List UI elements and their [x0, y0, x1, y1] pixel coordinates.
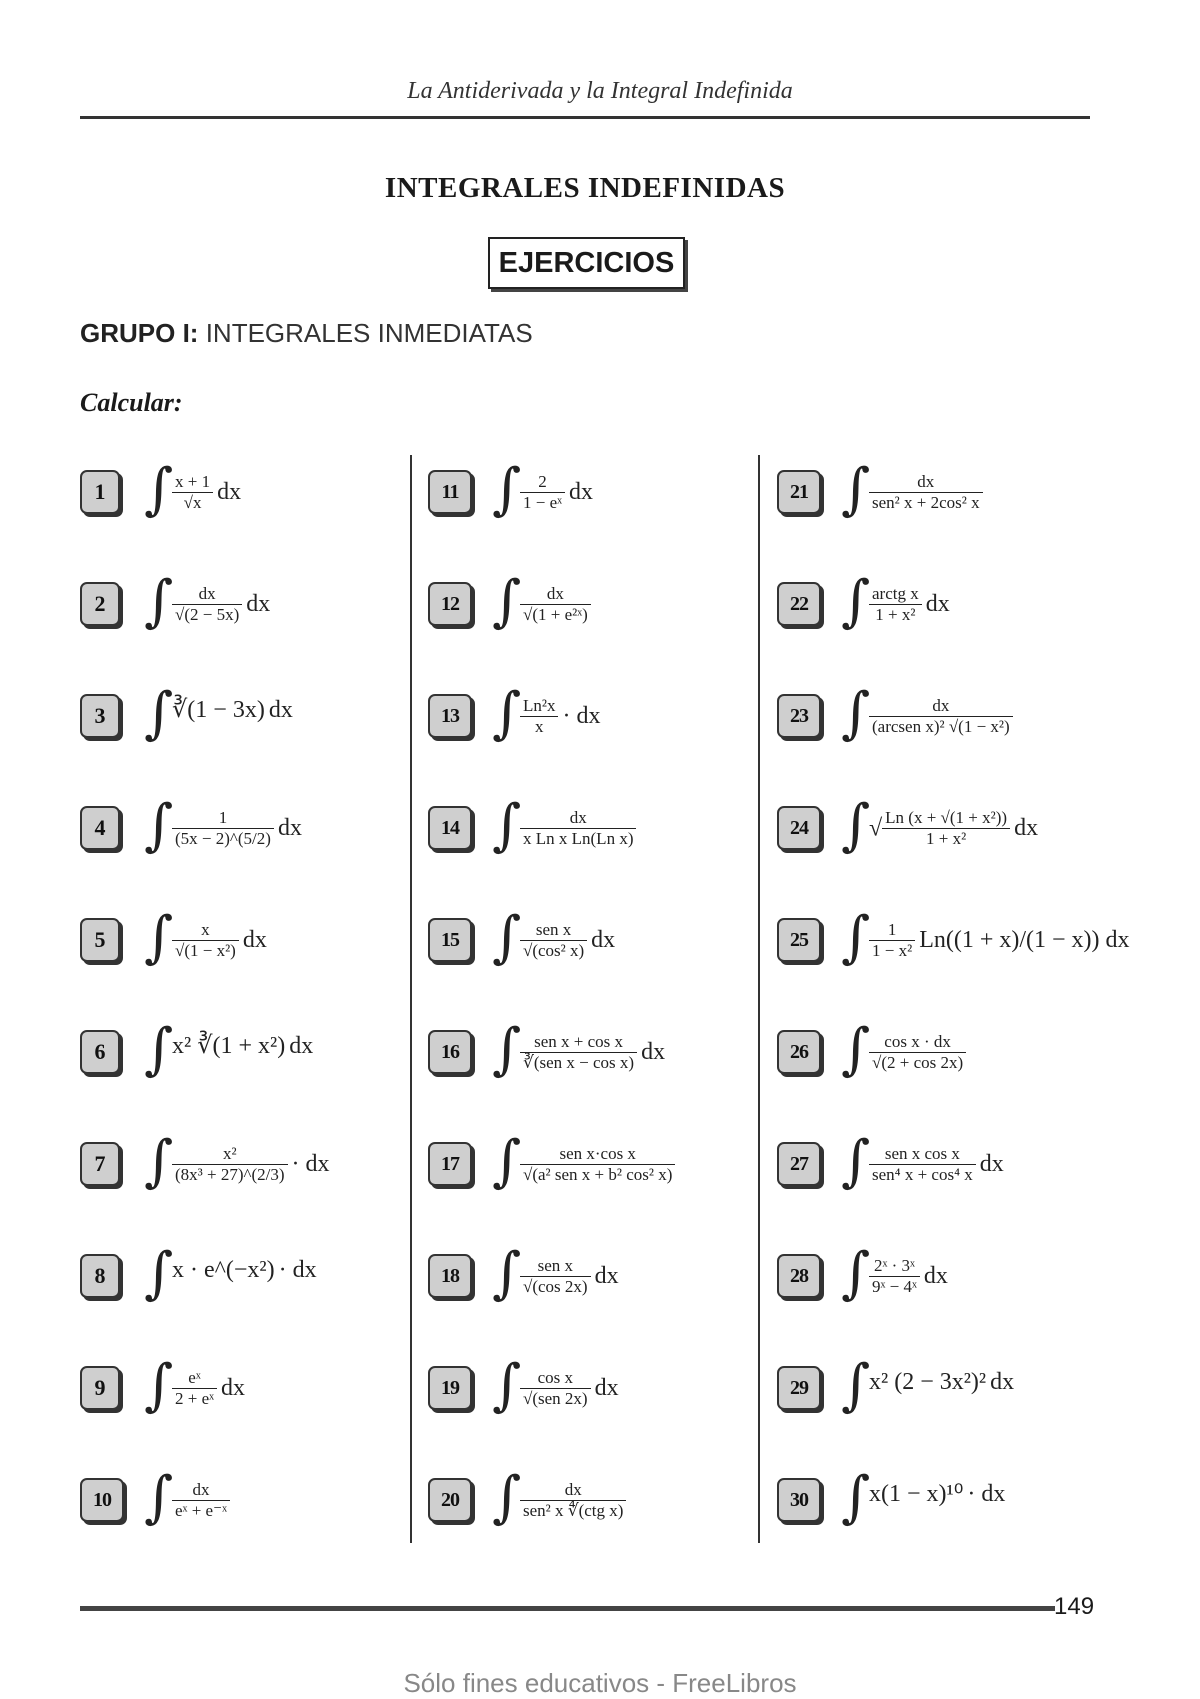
differential: dx — [246, 591, 271, 618]
exercise-number-badge: 18 — [428, 1254, 472, 1298]
fraction-numerator: 2ˣ · 3ˣ — [869, 1256, 920, 1277]
fraction-numerator: arctg x — [869, 584, 922, 605]
fraction-numerator: dx — [869, 472, 983, 493]
fraction — [172, 920, 239, 961]
integrand — [172, 1480, 230, 1521]
exercise-number-badge: 1 — [80, 470, 120, 514]
integral-sign-icon: ∫ — [492, 681, 522, 746]
fraction-denominator: √(1 − x²) — [175, 941, 236, 960]
fraction-numerator: cos x — [520, 1368, 591, 1389]
fraction-denominator: 9ˣ − 4ˣ — [872, 1277, 917, 1296]
fraction — [869, 1256, 920, 1297]
fraction — [869, 1032, 966, 1073]
exercise-number-badge: 30 — [777, 1478, 821, 1522]
integrand-expression: x² (2 − 3x²)² — [869, 1368, 987, 1395]
integrand — [172, 696, 293, 723]
fraction-denominator: (arcsen x)² √(1 − x²) — [872, 717, 1010, 736]
fraction-denominator: sen² x + 2cos² x — [872, 493, 980, 512]
differential: dx — [217, 479, 242, 506]
exercise-number-badge: 13 — [428, 694, 472, 738]
integrand — [869, 1368, 1014, 1395]
integrand — [869, 1480, 1005, 1507]
integral-sign-icon: ∫ — [144, 457, 174, 522]
integral-sign-icon: ∫ — [841, 793, 871, 858]
exercise-number-badge: 17 — [428, 1142, 472, 1186]
integral-sign-icon: ∫ — [144, 681, 174, 746]
fraction — [882, 808, 1010, 849]
integrand — [172, 1144, 330, 1185]
integrand — [172, 472, 241, 513]
differential: dx — [923, 1263, 948, 1290]
running-header: La Antiderivada y la Integral Indefinida — [407, 78, 793, 104]
fraction-numerator: cos x · dx — [869, 1032, 966, 1053]
exercise-number-badge: 22 — [777, 582, 821, 626]
integral-sign-icon: ∫ — [144, 1241, 174, 1306]
integral-sign-icon: ∫ — [841, 1465, 871, 1530]
fraction-denominator: eˣ + e⁻ˣ — [175, 1501, 227, 1520]
footer-credit: Sólo fines educativos - FreeLibros — [403, 1668, 797, 1698]
integrand-expression: x · e^(−x²) — [172, 1256, 275, 1283]
integral-sign-icon: ∫ — [144, 1017, 174, 1082]
integral-sign-icon: ∫ — [144, 1353, 174, 1418]
fraction — [869, 472, 983, 513]
fraction-denominator: sen² x ∜(ctg x) — [523, 1501, 624, 1520]
fraction — [869, 696, 1013, 737]
page-title: INTEGRALES INDEFINIDAS — [384, 172, 786, 204]
exercise-number-badge: 5 — [80, 918, 120, 962]
fraction — [520, 584, 591, 625]
fraction-denominator: ∛(sen x − cos x) — [523, 1053, 635, 1072]
integral-sign-icon: ∫ — [841, 457, 871, 522]
integral-sign-icon: ∫ — [492, 905, 522, 970]
fraction — [520, 1032, 637, 1073]
fraction-numerator: 1 — [869, 920, 915, 941]
integrand — [520, 808, 636, 849]
integrand-expression: ∛(1 − 3x) — [172, 696, 265, 723]
integral-sign-icon: ∫ — [841, 1129, 871, 1194]
exercise-number-badge: 29 — [777, 1366, 821, 1410]
exercise-number-badge: 3 — [80, 694, 120, 738]
fraction — [172, 472, 213, 513]
fraction — [172, 808, 274, 849]
fraction-numerator: x — [172, 920, 239, 941]
column-divider — [410, 455, 412, 1543]
integral-sign-icon: ∫ — [492, 457, 522, 522]
integrand — [172, 1256, 317, 1283]
fraction-numerator: eˣ — [172, 1368, 217, 1389]
integral-sign-icon: ∫ — [841, 681, 871, 746]
fraction-denominator: √(a² sen x + b² cos² x) — [523, 1165, 673, 1184]
fraction-denominator: 2 + eˣ — [175, 1389, 215, 1408]
fraction-numerator: 1 — [172, 808, 274, 829]
fraction — [520, 1368, 591, 1409]
fraction-numerator: dx — [869, 696, 1013, 717]
fraction — [520, 472, 565, 513]
group-heading — [80, 318, 533, 349]
integrand-expression: x² ∛(1 + x²) — [172, 1032, 286, 1059]
differential: dx — [277, 815, 302, 842]
differential: dx — [990, 1368, 1015, 1395]
integrand — [172, 584, 270, 625]
differential: · dx — [278, 1256, 317, 1283]
fraction-denominator: √(cos² x) — [523, 941, 585, 960]
fraction-numerator: 2 — [520, 472, 565, 493]
exercise-number-badge: 25 — [777, 918, 821, 962]
integrand — [520, 1256, 619, 1297]
integral-sign-icon: ∫ — [492, 1017, 522, 1082]
differential: dx — [594, 1263, 619, 1290]
fraction — [520, 808, 636, 849]
fraction-numerator: x² — [172, 1144, 288, 1165]
exercise-number-badge: 11 — [428, 470, 472, 514]
group-name: INTEGRALES INMEDIATAS — [205, 318, 533, 348]
fraction — [869, 584, 922, 625]
integral-sign-icon: ∫ — [492, 1353, 522, 1418]
fraction — [172, 584, 242, 625]
fraction-numerator: sen x — [520, 1256, 591, 1277]
integral-sign-icon: ∫ — [841, 569, 871, 634]
differential: · dx — [967, 1480, 1006, 1507]
exercise-number-badge: 10 — [80, 1478, 124, 1522]
integrand — [869, 808, 1038, 849]
integral-sign-icon: ∫ — [492, 1129, 522, 1194]
fraction-denominator: √(2 + cos 2x) — [872, 1053, 964, 1072]
exercise-number-badge: 15 — [428, 918, 472, 962]
integral-sign-icon: ∫ — [492, 569, 522, 634]
integrand — [869, 920, 1130, 961]
exercise-number-badge: 24 — [777, 806, 821, 850]
fraction-denominator: √(2 − 5x) — [175, 605, 240, 624]
differential: dx — [591, 927, 616, 954]
fraction-denominator: √(sen 2x) — [523, 1389, 588, 1408]
integrand — [520, 584, 591, 625]
fraction-denominator: √x — [183, 493, 202, 512]
fraction-numerator: x + 1 — [172, 472, 213, 493]
fraction-numerator: dx — [520, 584, 591, 605]
integrand — [520, 472, 593, 513]
fraction-denominator: 1 + x² — [875, 605, 916, 624]
fraction-numerator: dx — [172, 1480, 230, 1501]
integrand — [172, 1032, 313, 1059]
differential: dx — [979, 1151, 1004, 1178]
differential: dx — [289, 1032, 314, 1059]
integrand — [172, 808, 302, 849]
fraction-denominator: 1 − x² — [872, 941, 913, 960]
differential: dx — [925, 591, 950, 618]
integrand — [172, 920, 267, 961]
fraction — [520, 1480, 626, 1521]
differential: dx — [594, 1375, 619, 1402]
fraction-numerator: sen x + cos x — [520, 1032, 637, 1053]
exercise-number-badge: 19 — [428, 1366, 472, 1410]
exercise-number-badge: 7 — [80, 1142, 120, 1186]
integral-sign-icon: ∫ — [144, 1129, 174, 1194]
integral-sign-icon: ∫ — [144, 1465, 174, 1530]
exercise-number-badge: 6 — [80, 1030, 120, 1074]
integral-sign-icon: ∫ — [144, 569, 174, 634]
integral-sign-icon: ∫ — [492, 793, 522, 858]
integrand — [869, 584, 950, 625]
fraction-denominator: 1 + x² — [926, 829, 967, 848]
fraction-denominator: x — [534, 717, 544, 736]
integrand — [520, 1368, 619, 1409]
fraction-denominator: x Ln x Ln(Ln x) — [523, 829, 634, 848]
integrand — [869, 696, 1013, 737]
exercise-number-badge: 9 — [80, 1366, 120, 1410]
integral-sign-icon: ∫ — [144, 905, 174, 970]
integrand-expression: √ — [869, 815, 883, 842]
fraction-numerator: dx — [520, 808, 636, 829]
differential: dx — [641, 1039, 666, 1066]
differential: dx — [221, 1375, 246, 1402]
integrand — [520, 1144, 675, 1185]
fraction-numerator: dx — [520, 1480, 626, 1501]
fraction-numerator: sen x·cos x — [520, 1144, 675, 1165]
integral-sign-icon: ∫ — [492, 1465, 522, 1530]
differential: · dx — [562, 703, 601, 730]
fraction-denominator: √(cos 2x) — [523, 1277, 588, 1296]
exercise-number-badge: 21 — [777, 470, 821, 514]
fraction-denominator: 1 − eˣ — [523, 493, 563, 512]
differential: Ln((1 + x)/(1 − x)) dx — [919, 927, 1130, 954]
fraction — [172, 1480, 230, 1521]
integral-sign-icon: ∫ — [841, 1241, 871, 1306]
fraction — [520, 920, 587, 961]
integrand — [869, 472, 983, 513]
integral-sign-icon: ∫ — [492, 1241, 522, 1306]
differential: · dx — [291, 1151, 330, 1178]
fraction — [869, 920, 915, 961]
fraction-numerator: dx — [172, 584, 242, 605]
section-label-box: EJERCICIOS — [488, 237, 685, 289]
integrand — [869, 1032, 966, 1073]
fraction — [520, 1144, 675, 1185]
fraction — [869, 1144, 976, 1185]
integrand — [869, 1144, 1004, 1185]
integrand — [520, 920, 615, 961]
fraction-numerator: sen x — [520, 920, 587, 941]
differential: dx — [268, 696, 293, 723]
integral-sign-icon: ∫ — [841, 1017, 871, 1082]
integrand — [172, 1368, 245, 1409]
fraction — [172, 1368, 217, 1409]
integrand — [520, 1032, 665, 1073]
fraction — [520, 1256, 591, 1297]
exercise-number-badge: 8 — [80, 1254, 120, 1298]
page-number: 149 — [1054, 1593, 1095, 1620]
integral-sign-icon: ∫ — [144, 793, 174, 858]
fraction-numerator: Ln²x — [520, 696, 558, 717]
fraction-denominator: (8x³ + 27)^(2/3) — [175, 1165, 285, 1184]
exercise-number-badge: 28 — [777, 1254, 821, 1298]
fraction-numerator: Ln (x + √(1 + x²)) — [882, 808, 1010, 829]
fraction — [520, 696, 558, 737]
integrand — [869, 1256, 948, 1297]
exercise-number-badge: 26 — [777, 1030, 821, 1074]
exercise-number-badge: 23 — [777, 694, 821, 738]
fraction — [172, 1144, 288, 1185]
differential: dx — [1014, 815, 1039, 842]
exercise-number-badge: 14 — [428, 806, 472, 850]
exercise-number-badge: 4 — [80, 806, 120, 850]
fraction-denominator: sen⁴ x + cos⁴ x — [872, 1165, 973, 1184]
integral-sign-icon: ∫ — [841, 1353, 871, 1418]
exercise-number-badge: 16 — [428, 1030, 472, 1074]
exercise-number-badge: 12 — [428, 582, 472, 626]
exercise-number-badge: 27 — [777, 1142, 821, 1186]
fraction-denominator: (5x − 2)^(5/2) — [175, 829, 271, 848]
fraction-denominator: √(1 + e²ˣ) — [523, 605, 588, 624]
differential: dx — [569, 479, 594, 506]
integrand — [520, 1480, 626, 1521]
fraction-numerator: sen x cos x — [869, 1144, 976, 1165]
integral-sign-icon: ∫ — [841, 905, 871, 970]
column-divider — [758, 455, 760, 1543]
exercise-number-badge: 2 — [80, 582, 120, 626]
header-rule — [80, 116, 1090, 119]
instruction-label: Calcular: — [80, 388, 183, 417]
integrand — [520, 696, 600, 737]
group-label: GRUPO I: — [80, 318, 199, 348]
integrand-expression: x(1 − x)¹⁰ — [869, 1480, 964, 1507]
differential: dx — [242, 927, 267, 954]
footer-rule — [80, 1606, 1055, 1611]
exercise-number-badge: 20 — [428, 1478, 472, 1522]
